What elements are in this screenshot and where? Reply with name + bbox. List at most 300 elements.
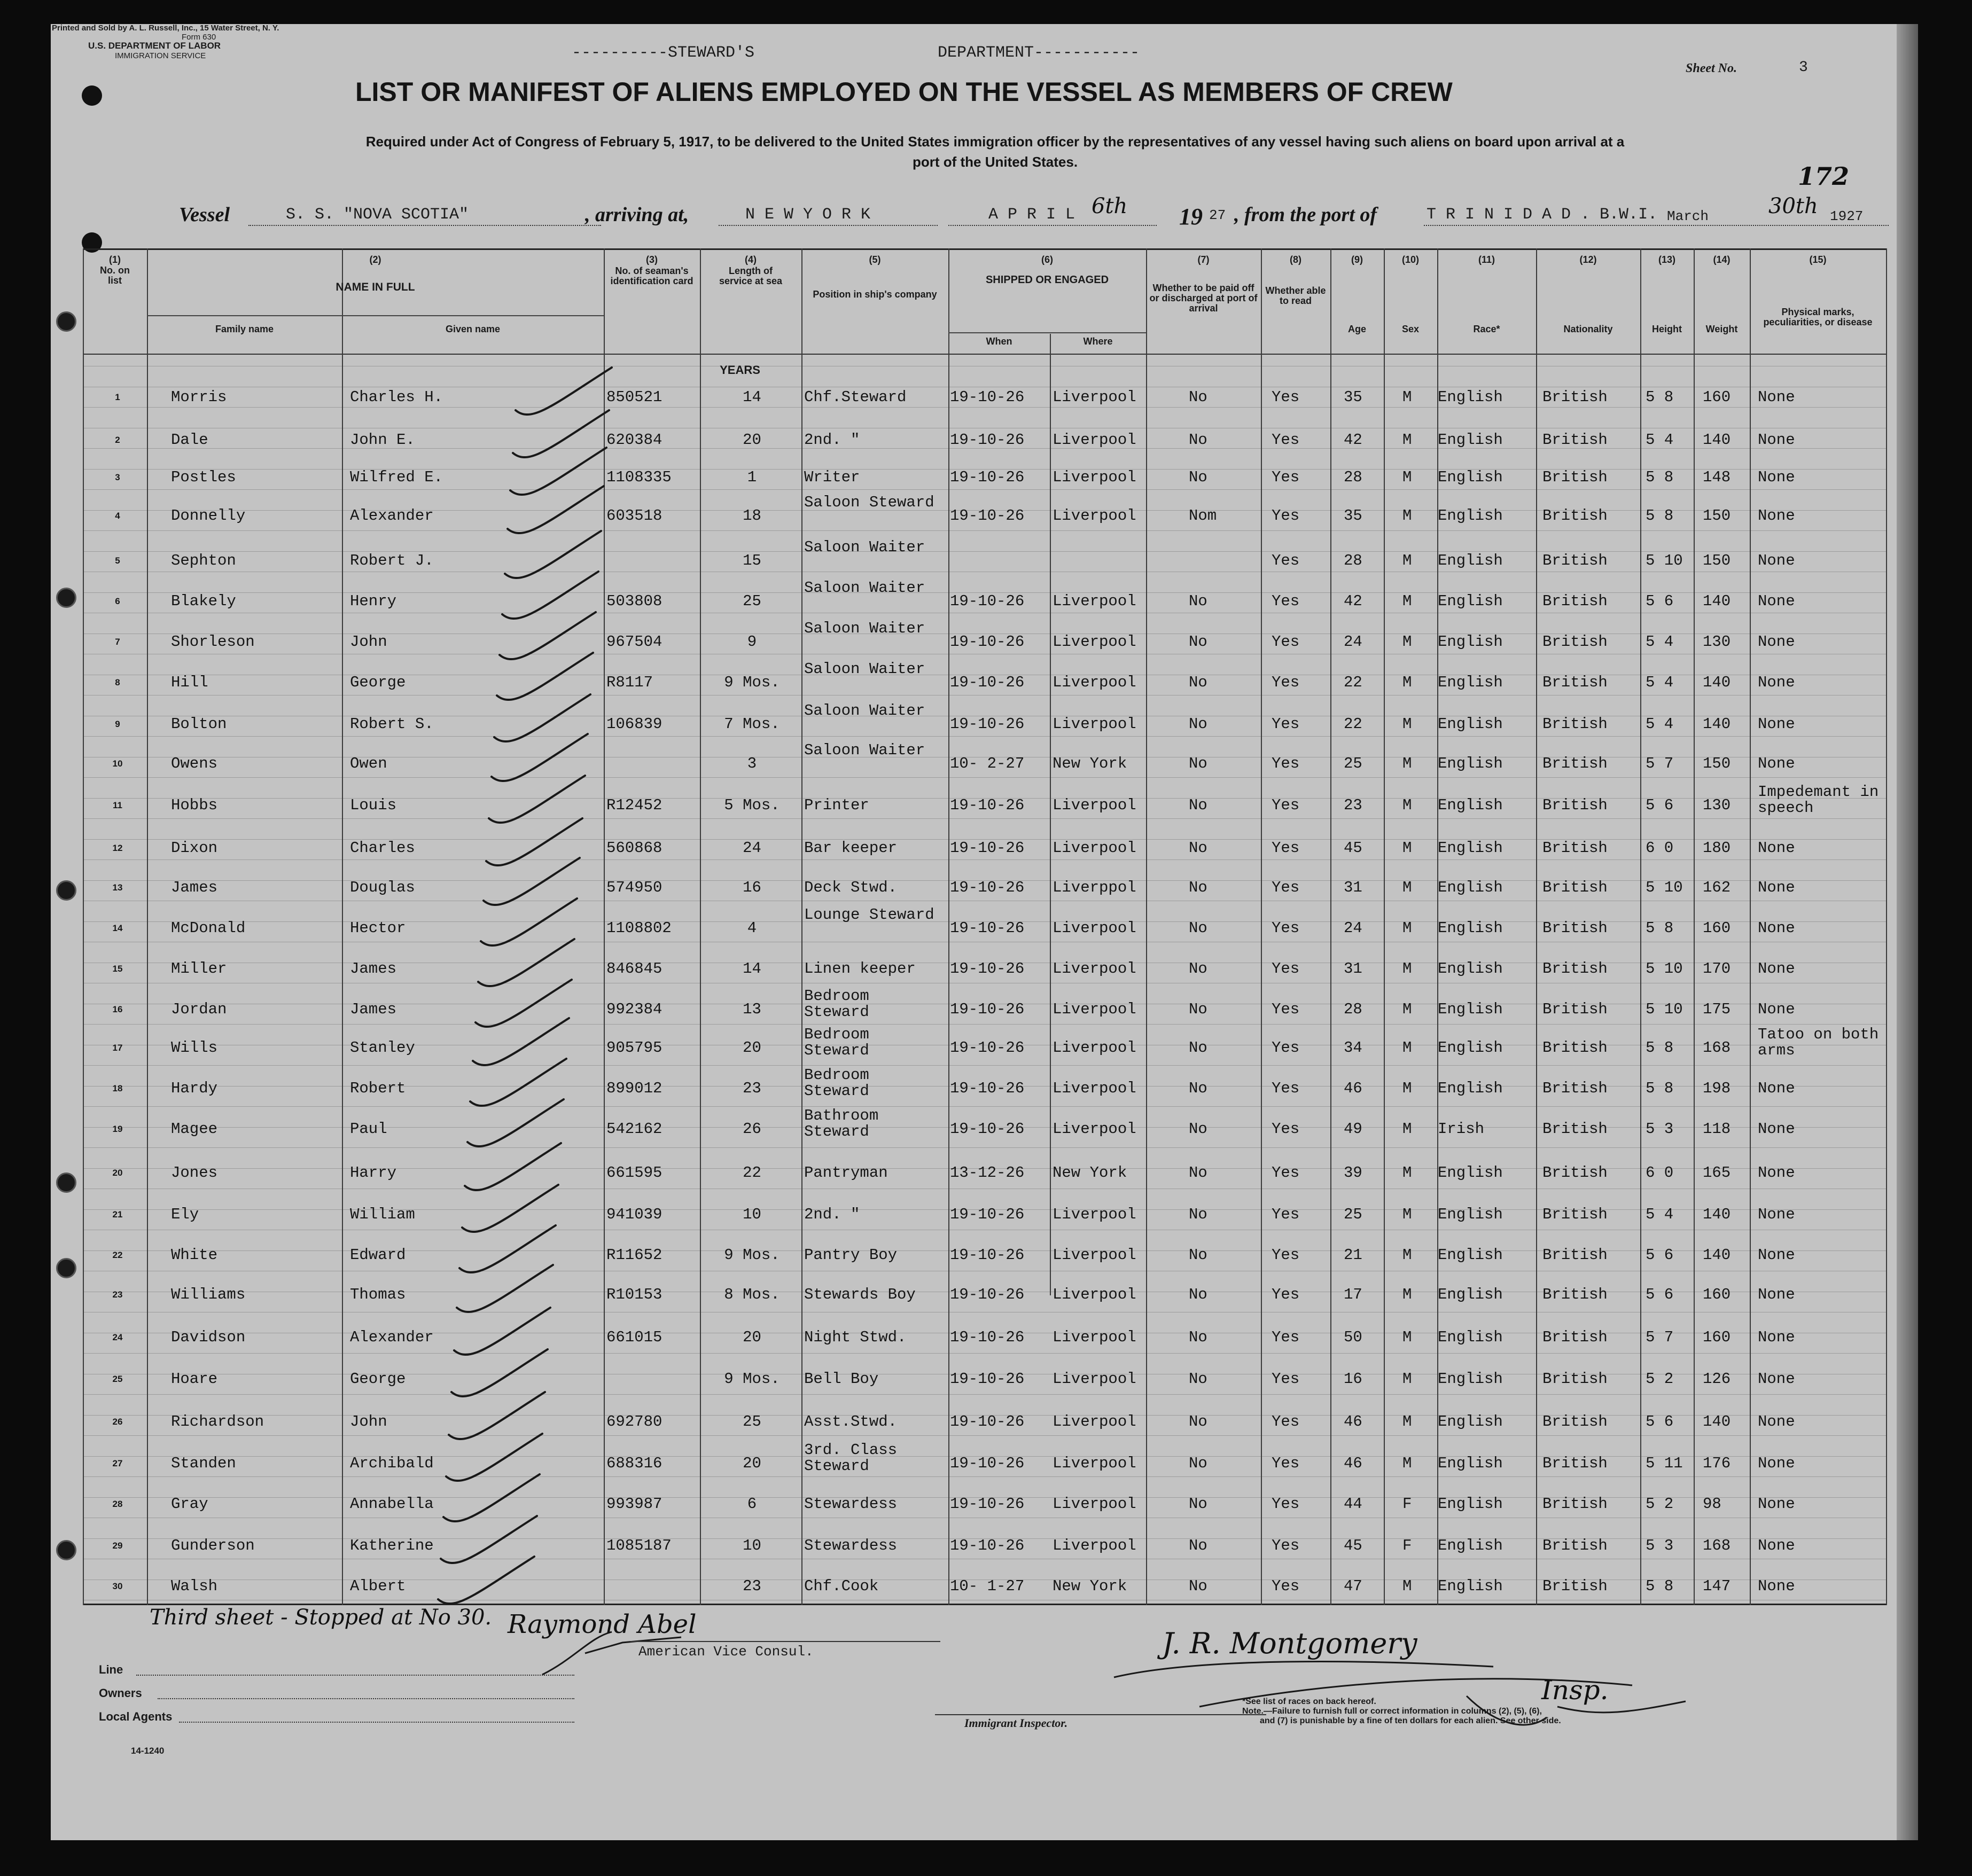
cell-where: Liverpool bbox=[1053, 919, 1136, 937]
cell-card: 620384 bbox=[606, 431, 662, 449]
steward-banner-left: ----------STEWARD'S bbox=[572, 44, 755, 62]
cell-service: 8 Mos. bbox=[724, 1286, 780, 1303]
cell-read: Yes bbox=[1272, 633, 1300, 651]
cell-family: Bolton bbox=[171, 715, 227, 733]
cell-age: 42 bbox=[1344, 431, 1362, 449]
cell-height: 5 10 bbox=[1646, 552, 1683, 569]
cell-paid: No bbox=[1189, 674, 1207, 691]
col12-number: (12) bbox=[1579, 254, 1597, 265]
cell-weight: 140 bbox=[1703, 1413, 1731, 1431]
cell-family: Jordan bbox=[171, 1000, 227, 1018]
cell-no: 28 bbox=[112, 1499, 123, 1509]
cell-nat: British bbox=[1542, 1413, 1608, 1431]
departure-month: March bbox=[1667, 208, 1709, 224]
cell-family: Hobbs bbox=[171, 796, 218, 814]
cell-marks: None bbox=[1758, 468, 1795, 486]
cell-no: 16 bbox=[112, 1004, 123, 1014]
cell-height: 5 7 bbox=[1646, 1328, 1674, 1346]
check-mark bbox=[494, 694, 590, 741]
inspector-signature: J. R. Montgomery bbox=[1162, 1627, 1417, 1660]
cell-no: 1 bbox=[115, 392, 120, 402]
inspector-label: Immigrant Inspector. bbox=[964, 1716, 1068, 1730]
cell-when: 19-10-26 bbox=[950, 674, 1025, 691]
cell-nat: British bbox=[1542, 1370, 1608, 1388]
cell-sex: M bbox=[1402, 1413, 1412, 1431]
check-mark bbox=[508, 486, 604, 533]
cell-no: 3 bbox=[115, 472, 120, 482]
cell-service: 22 bbox=[743, 1164, 761, 1182]
cell-family: James bbox=[171, 879, 218, 896]
cell-position: Pantry Boy bbox=[804, 1246, 898, 1264]
cell-read: Yes bbox=[1272, 507, 1300, 525]
cell-no: 27 bbox=[112, 1458, 123, 1468]
cell-height: 5 4 bbox=[1646, 715, 1674, 733]
cell-race: English bbox=[1438, 960, 1503, 978]
cell-card: R11652 bbox=[606, 1246, 662, 1264]
cell-service: 14 bbox=[743, 960, 761, 978]
cell-weight: 140 bbox=[1703, 715, 1731, 733]
cell-height: 5 6 bbox=[1646, 1286, 1674, 1303]
col12-header: Nationality bbox=[1563, 324, 1613, 334]
cell-service: 9 Mos. bbox=[724, 674, 780, 691]
cell-no: 10 bbox=[112, 759, 123, 769]
cell-given: Alexander bbox=[350, 507, 434, 525]
cell-service: 6 bbox=[747, 1495, 757, 1513]
cell-height: 5 10 bbox=[1646, 879, 1683, 896]
cell-when: 19-10-26 bbox=[950, 507, 1025, 525]
cell-height: 5 6 bbox=[1646, 592, 1674, 610]
cell-family: Blakely bbox=[171, 592, 236, 610]
cell-where: Liverpool bbox=[1053, 468, 1136, 486]
cell-read: Yes bbox=[1272, 1246, 1300, 1264]
cell-sex: M bbox=[1402, 1370, 1412, 1388]
cell-card: 993987 bbox=[606, 1495, 662, 1513]
cell-position: Saloon Waiter bbox=[804, 741, 925, 759]
cell-height: 5 2 bbox=[1646, 1495, 1674, 1513]
cell-paid: No bbox=[1189, 1164, 1207, 1182]
cell-given: Charles bbox=[350, 839, 415, 857]
cell-card: 846845 bbox=[606, 960, 662, 978]
cell-where: Liverpool bbox=[1053, 431, 1136, 449]
cell-service: 5 Mos. bbox=[724, 796, 780, 814]
form-code: 14-1240 bbox=[131, 1746, 165, 1756]
cell-nat: British bbox=[1542, 552, 1608, 569]
cell-given: Annabella bbox=[350, 1495, 434, 1513]
cell-height: 5 11 bbox=[1646, 1455, 1683, 1472]
col6-header: SHIPPED OR ENGAGED bbox=[985, 274, 1109, 286]
cell-service: 10 bbox=[743, 1537, 761, 1554]
cell-where: Liverpool bbox=[1053, 633, 1136, 651]
cell-when: 19-10-26 bbox=[950, 1537, 1025, 1554]
from-port: T R I N I D A D . B.W.I. bbox=[1427, 206, 1658, 224]
cell-age: 35 bbox=[1344, 388, 1362, 406]
cell-weight: 140 bbox=[1703, 1246, 1731, 1264]
vessel-label: Vessel bbox=[179, 204, 230, 226]
cell-where: Liverpool bbox=[1053, 960, 1136, 978]
cell-race: English bbox=[1438, 1246, 1503, 1264]
cell-family: Sephton bbox=[171, 552, 236, 569]
cell-age: 31 bbox=[1344, 960, 1362, 978]
cell-age: 24 bbox=[1344, 633, 1362, 651]
cell-race: Irish bbox=[1438, 1120, 1485, 1138]
cell-given: Owen bbox=[350, 755, 387, 772]
cell-race: English bbox=[1438, 755, 1503, 772]
cell-card: 661015 bbox=[606, 1328, 662, 1346]
cell-given: Albert bbox=[350, 1577, 406, 1595]
cell-position: Stewardess bbox=[804, 1495, 898, 1513]
cell-given: Robert S. bbox=[350, 715, 434, 733]
col15-header: Physical marks, peculiarities, or disease bbox=[1763, 307, 1873, 327]
cell-where: Liverpool bbox=[1053, 1080, 1136, 1097]
cell-paid: No bbox=[1189, 431, 1207, 449]
cell-where: Liverpool bbox=[1053, 507, 1136, 525]
cell-read: Yes bbox=[1272, 468, 1300, 486]
cell-race: English bbox=[1438, 919, 1503, 937]
cell-no: 17 bbox=[112, 1043, 123, 1053]
cell-weight: 140 bbox=[1703, 674, 1731, 691]
cell-read: Yes bbox=[1272, 592, 1300, 610]
cell-age: 46 bbox=[1344, 1455, 1362, 1472]
cell-no: 22 bbox=[112, 1250, 123, 1260]
cell-marks: None bbox=[1758, 1000, 1795, 1018]
cell-service: 7 Mos. bbox=[724, 715, 780, 733]
cell-sex: M bbox=[1402, 960, 1412, 978]
cell-when: 19-10-26 bbox=[950, 592, 1025, 610]
cell-race: English bbox=[1438, 1286, 1503, 1303]
printer-line: Printed and Sold by A. L. Russell, Inc., 15 Water Street, N. Y. bbox=[52, 24, 279, 33]
col11-number: (11) bbox=[1478, 254, 1495, 265]
cell-age: 22 bbox=[1344, 674, 1362, 691]
cell-position: Bedroom Steward bbox=[804, 1026, 869, 1059]
cell-age: 34 bbox=[1344, 1039, 1362, 1057]
cell-no: 29 bbox=[112, 1541, 123, 1551]
cell-paid: No bbox=[1189, 1328, 1207, 1346]
cell-height: 5 6 bbox=[1646, 796, 1674, 814]
cell-race: English bbox=[1438, 1039, 1503, 1057]
cell-when: 19-10-26 bbox=[950, 1000, 1025, 1018]
cell-service: 13 bbox=[743, 1000, 761, 1018]
cell-service: 3 bbox=[747, 755, 757, 772]
check-mark bbox=[510, 448, 606, 495]
cell-race: English bbox=[1438, 1495, 1503, 1513]
cell-no: 15 bbox=[112, 964, 123, 974]
cell-no: 4 bbox=[115, 511, 120, 521]
col7-number: (7) bbox=[1197, 254, 1210, 265]
cell-marks: None bbox=[1758, 1206, 1795, 1223]
cell-read: Yes bbox=[1272, 674, 1300, 691]
cell-no: 2 bbox=[115, 435, 120, 445]
vessel-name: S. S. "NOVA SCOTIA" bbox=[286, 206, 469, 224]
cell-nat: British bbox=[1542, 388, 1608, 406]
cell-family: Shorleson bbox=[171, 633, 255, 651]
cell-race: English bbox=[1438, 1577, 1503, 1595]
cell-when: 19-10-26 bbox=[950, 1495, 1025, 1513]
cell-when: 19-10-26 bbox=[950, 796, 1025, 814]
cell-weight: 148 bbox=[1703, 468, 1731, 486]
cell-when: 19-10-26 bbox=[950, 715, 1025, 733]
cell-race: English bbox=[1438, 468, 1503, 486]
cell-position: Linen keeper bbox=[804, 960, 916, 978]
cell-read: Yes bbox=[1272, 1164, 1300, 1182]
cell-where: Liverppol bbox=[1053, 879, 1136, 896]
cell-paid: No bbox=[1189, 1495, 1207, 1513]
cell-race: English bbox=[1438, 1370, 1503, 1388]
when-header: When bbox=[986, 336, 1012, 347]
cell-when: 19-10-26 bbox=[950, 388, 1025, 406]
cell-weight: 176 bbox=[1703, 1455, 1731, 1472]
cell-weight: 140 bbox=[1703, 431, 1731, 449]
cell-weight: 140 bbox=[1703, 592, 1731, 610]
cell-no: 5 bbox=[115, 556, 120, 566]
col9-header: Age bbox=[1347, 324, 1366, 334]
cell-age: 16 bbox=[1344, 1370, 1362, 1388]
cell-sex: M bbox=[1402, 1328, 1412, 1346]
cell-where: Liverpool bbox=[1053, 1455, 1136, 1472]
cell-height: 5 6 bbox=[1646, 1246, 1674, 1264]
cell-paid: No bbox=[1189, 1413, 1207, 1431]
cell-height: 5 8 bbox=[1646, 1577, 1674, 1595]
from-port-label: , from the port of bbox=[1234, 204, 1377, 226]
cell-read: Yes bbox=[1272, 1039, 1300, 1057]
cell-family: Gunderson bbox=[171, 1537, 255, 1554]
cell-read: Yes bbox=[1272, 1370, 1300, 1388]
col3-header: No. of seaman's identification card bbox=[610, 265, 693, 286]
cell-height: 5 3 bbox=[1646, 1120, 1674, 1138]
cell-card: 560868 bbox=[606, 839, 662, 857]
cell-sex: M bbox=[1402, 1000, 1412, 1018]
cell-marks: None bbox=[1758, 592, 1795, 610]
failure-note: Note.—Failure to furnish full or correct information in columns (2), (5), (6), bbox=[1242, 1707, 1542, 1716]
cell-when: 19-10-26 bbox=[950, 1080, 1025, 1097]
cell-age: 28 bbox=[1344, 1000, 1362, 1018]
cell-read: Yes bbox=[1272, 1455, 1300, 1472]
cell-card: 692780 bbox=[606, 1413, 662, 1431]
arriving-label: , arriving at, bbox=[585, 204, 689, 226]
departure-day: 30th bbox=[1768, 194, 1818, 218]
cell-where: Liverpool bbox=[1053, 839, 1136, 857]
cell-age: 39 bbox=[1344, 1164, 1362, 1182]
cell-card: R12452 bbox=[606, 796, 662, 814]
cell-given: John bbox=[350, 1413, 387, 1431]
cell-no: 24 bbox=[112, 1332, 123, 1342]
cell-marks: None bbox=[1758, 674, 1795, 691]
cell-no: 23 bbox=[112, 1289, 123, 1300]
cell-when: 10- 1-27 bbox=[950, 1577, 1025, 1595]
cell-service: 23 bbox=[743, 1080, 761, 1097]
check-mark bbox=[505, 531, 601, 578]
cell-read: Yes bbox=[1272, 1577, 1300, 1595]
manifest-sheet bbox=[51, 24, 1918, 1840]
cell-weight: 98 bbox=[1703, 1495, 1721, 1513]
cell-age: 21 bbox=[1344, 1246, 1362, 1264]
cell-given: John bbox=[350, 633, 387, 651]
cell-given: Robert bbox=[350, 1080, 406, 1097]
cell-paid: No bbox=[1189, 715, 1207, 733]
cell-position: Bathroom Steward bbox=[804, 1107, 879, 1140]
fine-note: and (7) is punishable by a fine of ten dollars for each alien. See other side. bbox=[1260, 1716, 1561, 1725]
cell-sex: M bbox=[1402, 674, 1412, 691]
cell-given: Paul bbox=[350, 1120, 387, 1138]
cell-family: Hoare bbox=[171, 1370, 218, 1388]
cell-service: 25 bbox=[743, 592, 761, 610]
cell-sex: M bbox=[1402, 1120, 1412, 1138]
cell-service: 25 bbox=[743, 1413, 761, 1431]
arrival-port: N E W Y O R K bbox=[745, 206, 871, 224]
cell-no: 11 bbox=[113, 800, 122, 810]
cell-sex: M bbox=[1402, 507, 1412, 525]
cell-card: 1108802 bbox=[606, 919, 672, 937]
cell-marks: None bbox=[1758, 431, 1795, 449]
cell-where: New York bbox=[1053, 755, 1127, 772]
cell-service: 20 bbox=[743, 1328, 761, 1346]
cell-sex: M bbox=[1402, 1246, 1412, 1264]
cell-family: Owens bbox=[171, 755, 218, 772]
cell-card: 542162 bbox=[606, 1120, 662, 1138]
cell-where: Liverpool bbox=[1053, 388, 1136, 406]
cell-read: Yes bbox=[1272, 755, 1300, 772]
cell-no: 18 bbox=[112, 1083, 123, 1093]
cell-family: Donnelly bbox=[171, 507, 246, 525]
cell-height: 5 3 bbox=[1646, 1537, 1674, 1554]
cell-weight: 160 bbox=[1703, 1286, 1731, 1303]
cell-sex: M bbox=[1402, 552, 1412, 569]
cell-age: 45 bbox=[1344, 839, 1362, 857]
cell-race: English bbox=[1438, 592, 1503, 610]
cell-when: 10- 2-27 bbox=[950, 755, 1025, 772]
cell-height: 5 4 bbox=[1646, 431, 1674, 449]
cell-family: White bbox=[171, 1246, 218, 1264]
cell-paid: No bbox=[1189, 839, 1207, 857]
cell-card: 574950 bbox=[606, 879, 662, 896]
cell-family: Williams bbox=[171, 1286, 246, 1303]
cell-marks: None bbox=[1758, 1455, 1795, 1472]
cell-no: 20 bbox=[112, 1168, 123, 1178]
cell-nat: British bbox=[1542, 1495, 1608, 1513]
cell-read: Yes bbox=[1272, 715, 1300, 733]
cell-sex: F bbox=[1402, 1537, 1412, 1554]
cell-given: Harry bbox=[350, 1164, 397, 1182]
cell-marks: Impedemant in speech bbox=[1758, 783, 1879, 817]
cell-position: Printer bbox=[804, 796, 869, 814]
cell-family: Richardson bbox=[171, 1413, 264, 1431]
consul-signature: Raymond Abel bbox=[508, 1609, 697, 1639]
cell-paid: No bbox=[1189, 1000, 1207, 1018]
cell-given: Henry bbox=[350, 592, 397, 610]
cell-no: 13 bbox=[112, 882, 123, 893]
agents-fill bbox=[179, 1722, 574, 1723]
cell-read: Yes bbox=[1272, 431, 1300, 449]
cell-paid: Nom bbox=[1189, 507, 1217, 525]
cell-card: 992384 bbox=[606, 1000, 662, 1018]
given-name-header: Given name bbox=[445, 324, 501, 334]
cell-given: Archibald bbox=[350, 1455, 434, 1472]
cell-age: 22 bbox=[1344, 715, 1362, 733]
cell-given: George bbox=[350, 674, 406, 691]
cell-race: English bbox=[1438, 715, 1503, 733]
cell-weight: 160 bbox=[1703, 919, 1731, 937]
stamp-number: 172 bbox=[1798, 162, 1850, 191]
cell-race: English bbox=[1438, 431, 1503, 449]
cell-where: Liverpool bbox=[1053, 1039, 1136, 1057]
cell-age: 49 bbox=[1344, 1120, 1362, 1138]
cell-nat: British bbox=[1542, 879, 1608, 896]
cell-given: Edward bbox=[350, 1246, 406, 1264]
cell-weight: 160 bbox=[1703, 388, 1731, 406]
check-mark bbox=[449, 1392, 545, 1439]
cell-nat: British bbox=[1542, 1164, 1608, 1182]
cell-no: 12 bbox=[112, 843, 123, 853]
races-note: *See list of races on back hereof. bbox=[1242, 1697, 1376, 1706]
cell-read: Yes bbox=[1272, 1206, 1300, 1223]
check-mark bbox=[516, 368, 612, 415]
col1-header: No. on list bbox=[100, 265, 130, 286]
cell-when: 19-10-26 bbox=[950, 1246, 1025, 1264]
cell-age: 42 bbox=[1344, 592, 1362, 610]
col2-number: (2) bbox=[369, 254, 381, 265]
cell-given: Charles H. bbox=[350, 388, 443, 406]
col10-header: Sex bbox=[1401, 324, 1420, 334]
cell-paid: No bbox=[1189, 879, 1207, 896]
sheet-label: Sheet No. bbox=[1686, 61, 1737, 75]
cell-marks: None bbox=[1758, 960, 1795, 978]
cell-weight: 168 bbox=[1703, 1039, 1731, 1057]
check-mark bbox=[462, 1185, 558, 1232]
cell-given: Alexander bbox=[350, 1328, 434, 1346]
cell-race: English bbox=[1438, 1537, 1503, 1554]
cell-sex: M bbox=[1402, 1164, 1412, 1182]
line-fill bbox=[136, 1675, 574, 1676]
cell-sex: F bbox=[1402, 1495, 1412, 1513]
cell-nat: British bbox=[1542, 1039, 1608, 1057]
cell-where: Liverpool bbox=[1053, 1370, 1136, 1388]
requirement-line2: port of the United States. bbox=[912, 154, 1078, 170]
cell-position: Stewards Boy bbox=[804, 1286, 916, 1303]
cell-service: 4 bbox=[747, 919, 757, 937]
handwritten-note: Third sheet - Stopped at No 30. bbox=[150, 1605, 492, 1630]
col8-header: Whether able to read bbox=[1265, 285, 1326, 306]
cell-read: Yes bbox=[1272, 960, 1300, 978]
check-mark bbox=[446, 1434, 542, 1481]
cell-sex: M bbox=[1402, 1577, 1412, 1595]
cell-given: James bbox=[350, 960, 397, 978]
cell-read: Yes bbox=[1272, 1495, 1300, 1513]
cell-paid: No bbox=[1189, 468, 1207, 486]
cell-sex: M bbox=[1402, 919, 1412, 937]
cell-where: Liverpool bbox=[1053, 1495, 1136, 1513]
cell-position: Bell Boy bbox=[804, 1370, 879, 1388]
cell-age: 25 bbox=[1344, 1206, 1362, 1223]
cell-when: 19-10-26 bbox=[950, 1328, 1025, 1346]
cell-card: 688316 bbox=[606, 1455, 662, 1472]
cell-sex: M bbox=[1402, 796, 1412, 814]
cell-service: 9 Mos. bbox=[724, 1370, 780, 1388]
check-mark bbox=[473, 1018, 569, 1065]
cell-height: 5 8 bbox=[1646, 468, 1674, 486]
cell-where: Liverpool bbox=[1053, 715, 1136, 733]
cell-position: Deck Stwd. bbox=[804, 879, 898, 896]
check-mark bbox=[454, 1308, 550, 1355]
cell-family: Dixon bbox=[171, 839, 218, 857]
cell-paid: No bbox=[1189, 1577, 1207, 1595]
cell-nat: British bbox=[1542, 633, 1608, 651]
page-edge-shadow bbox=[1897, 24, 1918, 1840]
cell-nat: British bbox=[1542, 1206, 1608, 1223]
cell-nat: British bbox=[1542, 1537, 1608, 1554]
cell-where: Liverpool bbox=[1053, 1413, 1136, 1431]
cell-marks: Tatoo on both arms bbox=[1758, 1026, 1879, 1059]
col2-header: NAME IN FULL bbox=[336, 281, 415, 293]
cell-paid: No bbox=[1189, 1120, 1207, 1138]
